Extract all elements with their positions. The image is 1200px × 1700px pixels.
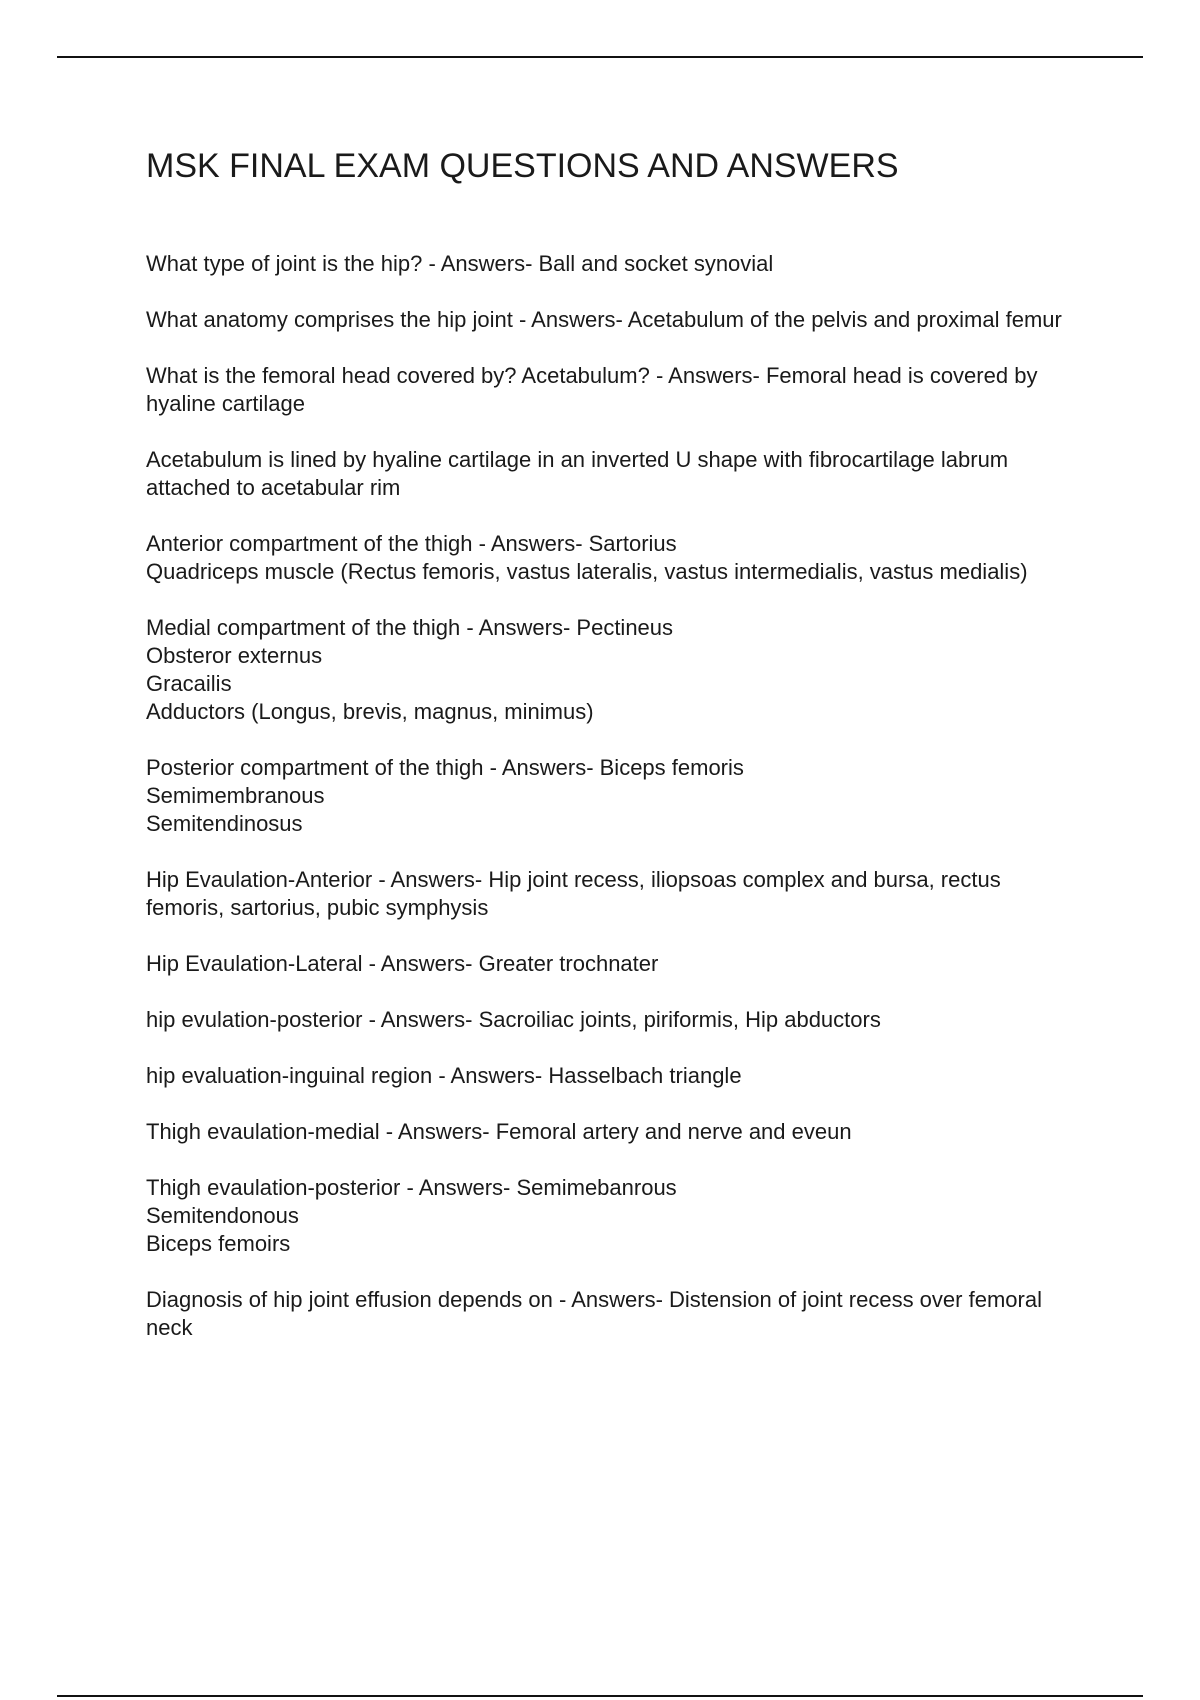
qa-entry: Diagnosis of hip joint effusion depends on - Answers- Distension of joint recess over femoral neck (146, 1287, 1042, 1340)
bottom-divider (57, 1695, 1143, 1697)
document-content (146, 140, 1076, 1370)
qa-entry: What anatomy comprises the hip joint - Answers- Acetabulum of the pelvis and proximal femur (146, 307, 1062, 332)
qa-entry: What is the femoral head covered by? Acetabulum? - Answers- Femoral head is covered by hyaline cartilage (146, 363, 1038, 416)
qa-entry: Thigh evaulation-posterior - Answers- Semimebanrous Semitendonous Biceps femoirs (146, 1175, 677, 1256)
document-title: MSK FINAL EXAM QUESTIONS AND ANSWERS (146, 147, 899, 185)
qa-entry: Medial compartment of the thigh - Answers- Pectineus Obsteror externus Gracailis Adductors (Longus, brevis, magnus, minimus) (146, 615, 674, 724)
qa-entry: hip evulation-posterior - Answers- Sacroiliac joints, piriformis, Hip abductors (146, 1007, 881, 1032)
qa-entry: Anterior compartment of the thigh - Answers- Sartorius Quadriceps muscle (Rectus femoris, vastus lateralis, vastus intermedialis, vastus medialis) (146, 531, 1028, 584)
qa-list (146, 250, 1076, 1342)
qa-entry: Acetabulum is lined by hyaline cartilage in an inverted U shape with fibrocartilage labrum attached to acetabular rim (146, 447, 1009, 500)
top-divider (57, 56, 1143, 58)
qa-entry: Hip Evaulation-Lateral - Answers- Greater trochnater (146, 951, 659, 976)
qa-entry: Thigh evaulation-medial - Answers- Femoral artery and nerve and eveun (146, 1119, 852, 1144)
qa-entry: hip evaluation-inguinal region - Answers- Hasselbach triangle (146, 1063, 742, 1088)
qa-entry: What type of joint is the hip? - Answers- Ball and socket synovial (146, 251, 774, 276)
qa-entry: Posterior compartment of the thigh - Answers- Biceps femoris Semimembranous Semitendinosus (146, 755, 744, 836)
qa-entry: Hip Evaulation-Anterior - Answers- Hip joint recess, iliopsoas complex and bursa, rectus femoris, sartorius, pubic symphysis (146, 867, 1001, 920)
